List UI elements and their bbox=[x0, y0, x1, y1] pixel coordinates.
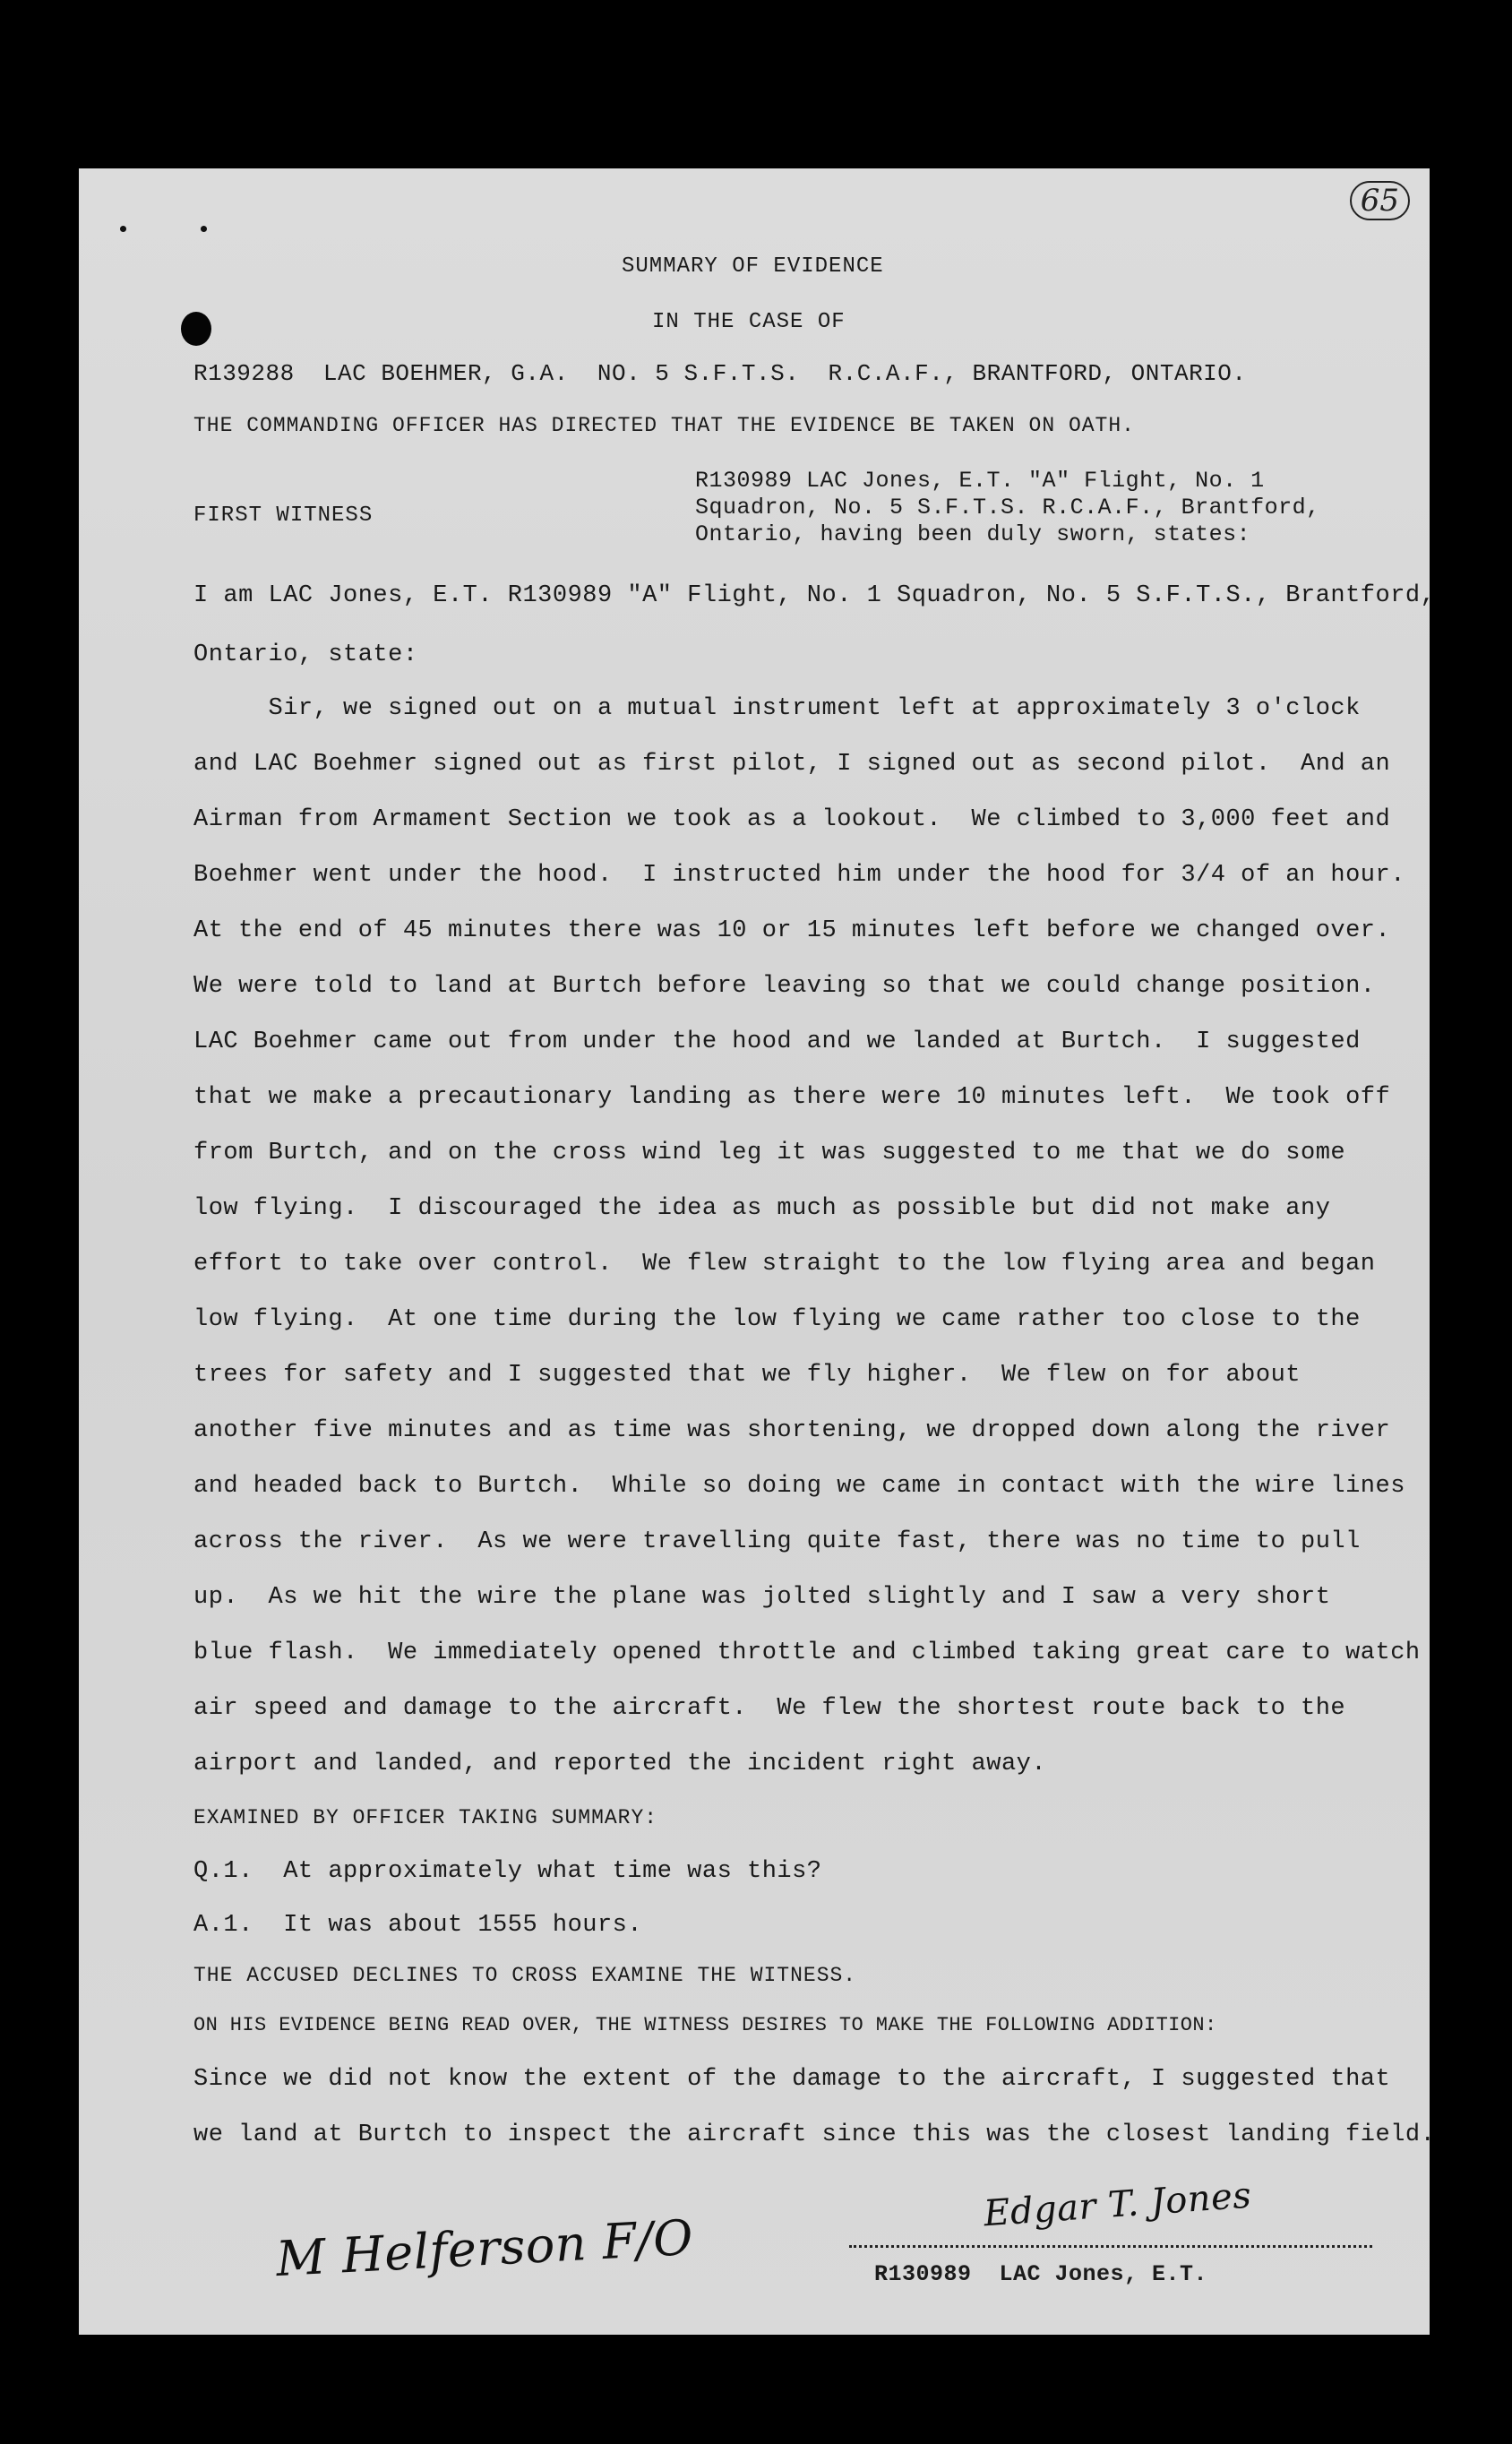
signature-line bbox=[849, 2245, 1372, 2248]
accused-line: R139288 LAC BOEHMER, G.A. NO. 5 S.F.T.S. R.C.A.F., BRANTFORD, ONTARIO. bbox=[193, 360, 1247, 387]
statement-body-line: LAC Boehmer came out from under the hood and we landed at Burtch. I suggested bbox=[193, 1028, 1361, 1055]
statement-body-line: another five minutes and as time was shortening, we dropped down along the river bbox=[193, 1417, 1391, 1444]
examination-heading: EXAMINED BY OFFICER TAKING SUMMARY: bbox=[193, 1806, 658, 1829]
document-page bbox=[79, 168, 1436, 2335]
statement-body-line: Sir, we signed out on a mutual instrument left at approximately 3 o'clock bbox=[193, 695, 1361, 722]
statement-body-line: We were told to land at Burtch before leaving so that we could change position. bbox=[193, 973, 1376, 1000]
statement-body-line: that we make a precautionary landing as there were 10 minutes left. We took off bbox=[193, 1084, 1391, 1111]
statement-body-line: Boehmer went under the hood. I instructed him under the hood for 3/4 of an hour. bbox=[193, 862, 1405, 889]
witness-signature: Edgar T. Jones bbox=[982, 2174, 1253, 2235]
punch-dot bbox=[120, 226, 126, 232]
statement-body-line: up. As we hit the wire the plane was jolted slightly and I saw a very short bbox=[193, 1584, 1331, 1611]
statement-intro-line: Ontario, state: bbox=[193, 641, 418, 668]
statement-intro-line: I am LAC Jones, E.T. R130989 "A" Flight, No. 1 Squadron, No. 5 S.F.T.S., Brantford, bbox=[193, 582, 1436, 609]
page-number: 65 bbox=[1350, 181, 1410, 220]
question-line: Q.1. At approximately what time was this? bbox=[193, 1858, 822, 1885]
statement-body-line: Airman from Armament Section we took as a lookout. We climbed to 3,000 feet and bbox=[193, 806, 1391, 833]
statement-body-line: and LAC Boehmer signed out as first pilot, I signed out as second pilot. And an bbox=[193, 751, 1391, 778]
witness-id-line: Ontario, having been duly sworn, states: bbox=[695, 521, 1251, 547]
declines-line: THE ACCUSED DECLINES TO CROSS EXAMINE THE WITNESS. bbox=[193, 1964, 857, 1987]
document-subtitle: IN THE CASE OF bbox=[652, 310, 846, 334]
statement-body-line: At the end of 45 minutes there was 10 or 15 minutes left before we changed over. bbox=[193, 917, 1391, 944]
answer-line: A.1. It was about 1555 hours. bbox=[193, 1912, 643, 1939]
statement-body-line: and headed back to Burtch. While so doing we came in contact with the wire lines bbox=[193, 1473, 1405, 1500]
addition-line: Since we did not know the extent of the damage to the aircraft, I suggested that bbox=[193, 2066, 1391, 2093]
witness-printed-name: R130989 LAC Jones, E.T. bbox=[874, 2261, 1208, 2287]
statement-body-line: from Burtch, and on the cross wind leg it was suggested to me that we do some bbox=[193, 1140, 1346, 1166]
statement-body-line: effort to take over control. We flew straight to the low flying area and began bbox=[193, 1251, 1376, 1278]
statement-body-line: trees for safety and I suggested that we fly higher. We flew on for about bbox=[193, 1362, 1301, 1389]
document-title: SUMMARY OF EVIDENCE bbox=[622, 254, 884, 279]
statement-body-line: airport and landed, and reported the incident right away. bbox=[193, 1751, 1047, 1777]
oath-line: THE COMMANDING OFFICER HAS DIRECTED THAT THE EVIDENCE BE TAKEN ON OATH. bbox=[193, 414, 1135, 437]
witness-label: FIRST WITNESS bbox=[193, 503, 374, 528]
witness-id-line: R130989 LAC Jones, E.T. "A" Flight, No. 1 bbox=[695, 468, 1265, 494]
statement-body-line: low flying. I discouraged the idea as much as possible but did not make any bbox=[193, 1195, 1331, 1222]
witness-id-line: Squadron, No. 5 S.F.T.S. R.C.A.F., Brantford, bbox=[695, 495, 1320, 521]
addition-heading: ON HIS EVIDENCE BEING READ OVER, THE WITNESS DESIRES TO MAKE THE FOLLOWING ADDITION: bbox=[193, 2014, 1217, 2036]
statement-body-line: blue flash. We immediately opened throttle and climbed taking great care to watch bbox=[193, 1639, 1421, 1666]
punch-hole bbox=[181, 312, 211, 346]
statement-body-line: across the river. As we were travelling quite fast, there was no time to pull bbox=[193, 1528, 1361, 1555]
addition-line: we land at Burtch to inspect the aircraft since this was the closest landing field. bbox=[193, 2121, 1436, 2148]
statement-body-line: low flying. At one time during the low flying we came rather too close to the bbox=[193, 1306, 1361, 1333]
punch-dot bbox=[201, 226, 207, 232]
officer-signature: M Helferson F/O bbox=[274, 2208, 695, 2288]
statement-body-line: air speed and damage to the aircraft. We flew the shortest route back to the bbox=[193, 1695, 1346, 1722]
